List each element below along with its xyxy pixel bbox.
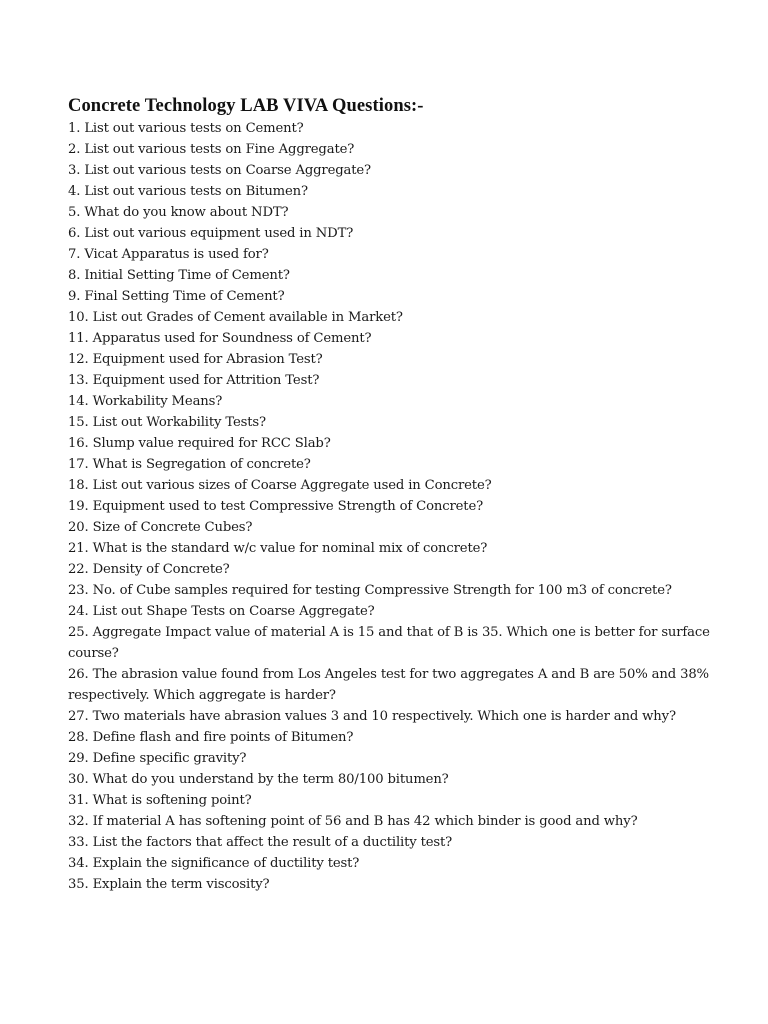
question-item: 8. Initial Setting Time of Cement? [68, 268, 290, 283]
question-item: 9. Final Setting Time of Cement? [68, 289, 285, 304]
question-list [68, 118, 738, 895]
question-item: 14. Workability Means? [68, 394, 223, 409]
question-item: 18. List out various sizes of Coarse Aggregate used in Concrete? [68, 478, 492, 493]
question-item: 3. List out various tests on Coarse Aggregate? [68, 163, 371, 178]
question-item: 22. Density of Concrete? [68, 562, 230, 577]
question-item: 4. List out various tests on Bitumen? [68, 184, 308, 199]
document-content [68, 94, 738, 895]
question-item: 16. Slump value required for RCC Slab? [68, 436, 331, 451]
question-item: 23. No. of Cube samples required for testing Compressive Strength for 100 m3 of concrete? [68, 583, 672, 598]
question-item: 11. Apparatus used for Soundness of Cement? [68, 331, 372, 346]
question-item: 12. Equipment used for Abrasion Test? [68, 352, 323, 367]
question-item: 33. List the factors that affect the result of a ductility test? [68, 835, 453, 850]
question-item: 32. If material A has softening point of 56 and B has 42 which binder is good and why? [68, 814, 638, 829]
question-item: 1. List out various tests on Cement? [68, 121, 304, 136]
question-item: 6. List out various equipment used in NDT? [68, 226, 354, 241]
question-item: 30. What do you understand by the term 80/100 bitumen? [68, 772, 449, 787]
question-item: 7. Vicat Apparatus is used for? [68, 247, 269, 262]
question-item: 34. Explain the significance of ductility test? [68, 856, 360, 871]
question-item: 21. What is the standard w/c value for nominal mix of concrete? [68, 541, 488, 556]
question-item: 29. Define specific gravity? [68, 751, 247, 766]
question-item: 28. Define flash and fire points of Bitumen? [68, 730, 354, 745]
question-item: 5. What do you know about NDT? [68, 205, 289, 220]
question-item: 35. Explain the term viscosity? [68, 877, 270, 892]
question-item: 31. What is softening point? [68, 793, 252, 808]
question-item: 15. List out Workability Tests? [68, 415, 266, 430]
question-item: 27. Two materials have abrasion values 3 and 10 respectively. Which one is harder and why? [68, 709, 676, 724]
question-item: 20. Size of Concrete Cubes? [68, 520, 253, 535]
document-title: Concrete Technology LAB VIVA Questions:- [68, 96, 424, 116]
question-item: 26. The abrasion value found from Los Angeles test for two aggregates A and B are 50% and 38% respectively. Which aggregate is harder? [68, 667, 738, 703]
question-item: 10. List out Grades of Cement available in Market? [68, 310, 403, 325]
question-item: 25. Aggregate Impact value of material A is 15 and that of B is 35. Which one is better for surface course? [68, 625, 714, 661]
question-item: 2. List out various tests on Fine Aggregate? [68, 142, 355, 157]
question-item: 13. Equipment used for Attrition Test? [68, 373, 320, 388]
question-item: 17. What is Segregation of concrete? [68, 457, 311, 472]
question-item: 24. List out Shape Tests on Coarse Aggregate? [68, 604, 375, 619]
question-item: 19. Equipment used to test Compressive Strength of Concrete? [68, 499, 484, 514]
